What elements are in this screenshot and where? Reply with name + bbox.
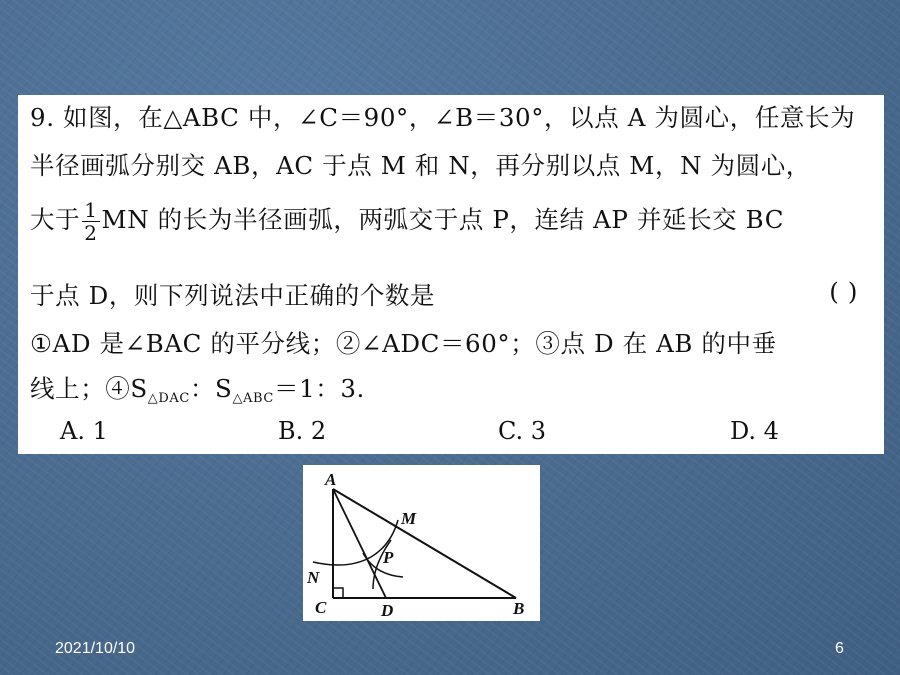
label-c: C bbox=[315, 598, 327, 617]
label-a: A bbox=[325, 470, 337, 489]
triangle-diagram bbox=[303, 465, 540, 621]
subscript-dac: △DAC bbox=[147, 391, 190, 406]
statement-4-pre: 线上；④S bbox=[30, 374, 148, 403]
problem-panel bbox=[18, 95, 884, 454]
answer-blank: ( ) bbox=[829, 277, 858, 306]
label-p: P bbox=[383, 548, 394, 567]
right-angle-marker bbox=[333, 588, 343, 598]
problem-line-3-pre: 大于 bbox=[30, 205, 81, 234]
problem-line-1: 9. 如图，在△ABC 中，∠C＝90°，∠B＝30°，以点 A 为圆心，任意长为 bbox=[30, 103, 856, 132]
option-a: A. 1 bbox=[60, 417, 108, 445]
footer-date: 2021/10/10 bbox=[55, 640, 136, 657]
problem-line-2: 半径画弧分别交 AB，AC 于点 M 和 N，再分别以点 M，N 为圆心， bbox=[30, 151, 811, 180]
problem-line-3-post: MN 的长为半径画弧，两弧交于点 P，连结 AP 并延长交 BC bbox=[101, 205, 785, 234]
fraction-numerator: 1 bbox=[84, 198, 98, 222]
fraction-denominator: 2 bbox=[84, 221, 98, 245]
fraction-one-half bbox=[82, 199, 99, 244]
statement-4-mid: ：S bbox=[189, 374, 233, 403]
option-b: B. 2 bbox=[278, 417, 327, 445]
footer-page-number: 6 bbox=[835, 640, 844, 657]
label-m: M bbox=[401, 509, 417, 528]
problem-line-6 bbox=[30, 370, 365, 406]
option-d: D. 4 bbox=[730, 417, 779, 445]
subscript-abc: △ABC bbox=[232, 391, 274, 406]
geometry-figure bbox=[303, 465, 540, 621]
option-c: C. 3 bbox=[498, 417, 547, 445]
problem-line-3 bbox=[30, 199, 784, 244]
problem-line-4-text: 于点 D，则下列说法中正确的个数是 bbox=[30, 281, 436, 310]
label-n: N bbox=[307, 568, 320, 587]
problem-line-5: ①AD 是∠BAC 的平分线；②∠ADC＝60°；③点 D 在 AB 的中垂 bbox=[30, 329, 777, 358]
statement-4-post: ＝1：3. bbox=[273, 374, 365, 403]
label-b: B bbox=[513, 599, 525, 618]
problem-line-4 bbox=[30, 277, 870, 312]
label-d: D bbox=[381, 601, 394, 620]
